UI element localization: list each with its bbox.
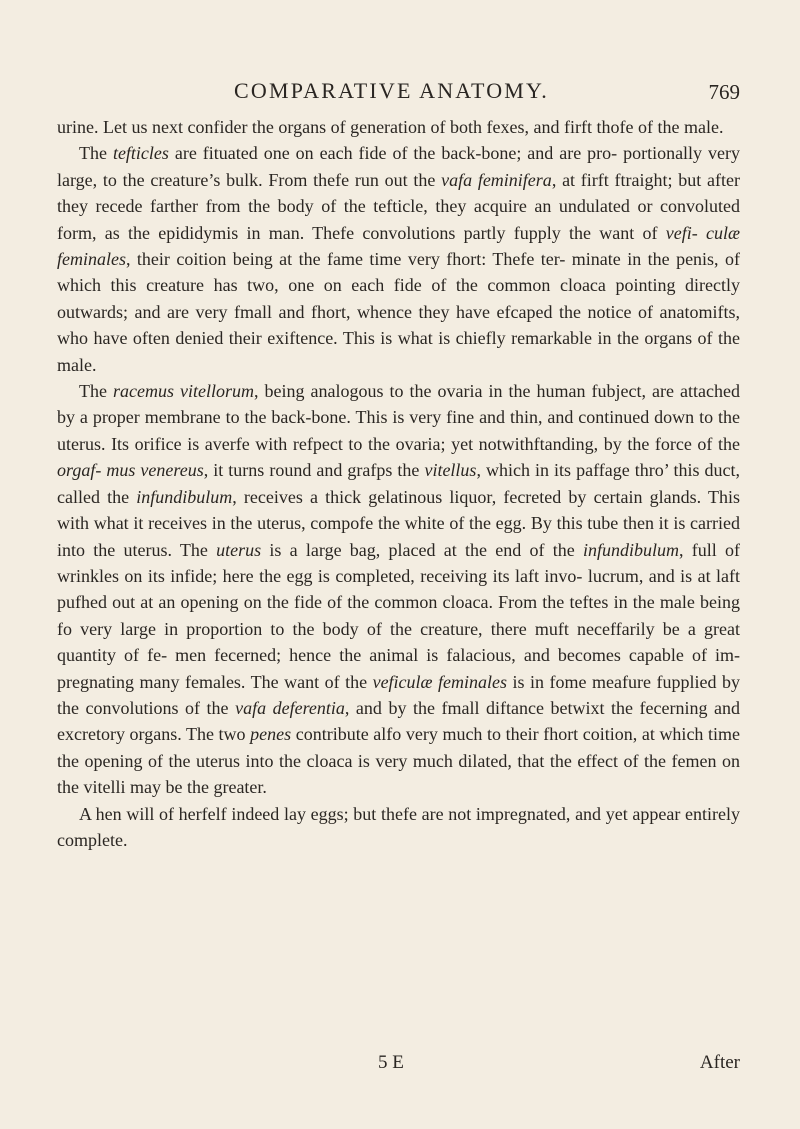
paragraph xyxy=(57,378,740,801)
italic-term: vefi- culæ feminales xyxy=(57,222,740,270)
body-text xyxy=(57,114,740,853)
catchword: After xyxy=(699,1052,740,1073)
text-run: , being analogous to the ovaria in the human fubject, are attached by a proper membrane to the back-bone. This is very fine and thin, and continued down to the uterus. Its orifice is averfe with refpect to the ovaria; yet notwithftanding, by the force of the xyxy=(57,381,740,454)
text-run: are fituated one on each fide of the back-bone; and are pro- portionally very large, to the creature’s bulk. From thefe run out the xyxy=(57,143,740,190)
text-run: , it turns round and grafps the xyxy=(203,460,425,481)
text-run: A hen will of herfelf indeed lay eggs; but thefe are not impregnated, and yet appear entirely complete. xyxy=(57,803,740,850)
page-footer xyxy=(0,1052,800,1082)
italic-term: vitellus xyxy=(424,460,477,481)
text-run: , receives a thick gelatinous liquor, fecreted by certain glands. This with what it receives in the uterus, compofe the white of the egg. By this tube then it is carried into the uterus. The xyxy=(57,486,740,560)
italic-term: vafa feminifera xyxy=(441,169,552,190)
text-run: is a large bag, placed at the end of the xyxy=(261,539,583,560)
text-run: , and by the fmall diftance betwixt the fecerning and excretory organs. The two xyxy=(57,697,740,745)
italic-term: veficulæ feminales xyxy=(372,671,508,692)
italic-term: tefticles xyxy=(112,143,169,164)
text-run: urine. Let us next confider the organs of generation of both fexes, and firft thofe of the male. xyxy=(57,117,724,137)
text-run: , their coition being at the fame time very fhort: Thefe ter- minate in the penis, of which this creature has two, one on each fide of the common cloaca pointing directly outwards; and are very fmall and fhort, whence they have efcaped the notice of anatomifts, who have often denied their exiftence. This is what is chiefly remarkable in the organs of the male. xyxy=(57,249,740,375)
italic-term: racemus vitellorum xyxy=(113,381,254,402)
italic-term: penes xyxy=(250,724,292,745)
paragraph xyxy=(57,114,740,140)
page-header xyxy=(0,78,800,108)
text-run: is in fome meafure fupplied by the convolutions of the xyxy=(57,671,740,718)
page-number: 769 xyxy=(708,80,740,104)
text-run: , which in its paffage thro’ this duct, called the xyxy=(57,460,740,507)
italic-term: infundibulum xyxy=(136,486,233,507)
paragraph xyxy=(57,140,740,378)
text-run: The xyxy=(79,143,113,164)
italic-term: orgaf- mus venereus xyxy=(57,460,204,481)
text-run: , full of wrinkles on its infide; here the egg is completed, receiving its laft invo- lucrum, and is at laft pufhed out at an opening on the fide of the common cloaca. From the teftes in the male being fo very large in proportion to the body of the creature, there muft neceffarily be a great quantity of fe- men fecerned; hence the animal is falacious, and becomes capable of im- pregnating many females. The want of the xyxy=(57,539,740,692)
paragraph xyxy=(57,801,740,854)
text-run: , at firft ftraight; but after they recede farther from the body of the tefticle, they acquire an undulated or convoluted form, as the epididymis in man. Thefe convolutions partly fupply the want of xyxy=(57,169,740,243)
text-run: The xyxy=(79,381,113,402)
text-run: contribute alfo very much to their fhort coition, at which time the opening of the uterus into the cloaca is very much dilated, that the effect of the femen on the vitelli may be the greater. xyxy=(57,724,741,798)
italic-term: uterus xyxy=(216,539,262,560)
signature-mark: 5 E xyxy=(378,1052,404,1073)
running-head: COMPARATIVE ANATOMY. xyxy=(234,78,549,103)
italic-term: infundibulum xyxy=(582,539,679,560)
italic-term: vafa deferentia xyxy=(235,697,345,718)
